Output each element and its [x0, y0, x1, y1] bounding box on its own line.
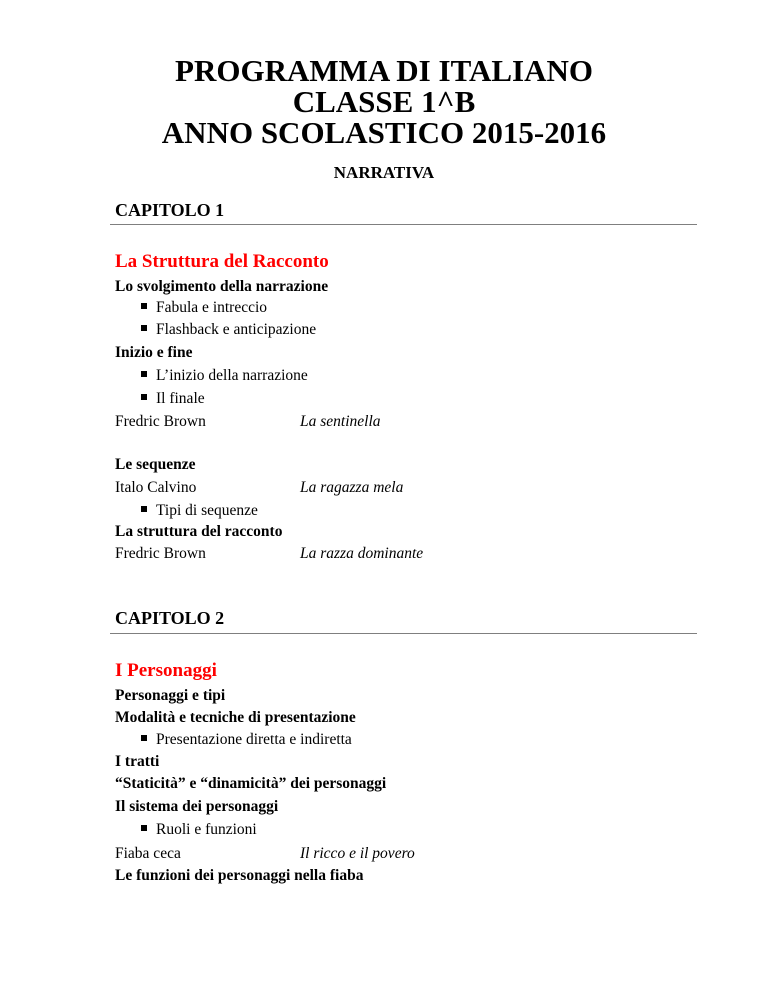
title-line-2: CLASSE 1^B — [292, 84, 476, 119]
work-razza-dominante: La razza dominante — [300, 545, 424, 562]
bullet-item-inizio-narrazione — [141, 367, 308, 385]
bullet-text: L’inizio della narrazione — [156, 367, 308, 384]
bullet-item-tipi-sequenze — [141, 502, 258, 520]
bullet-icon — [141, 735, 147, 741]
bullet-text: Presentazione diretta e indiretta — [156, 731, 352, 748]
topic-struttura-racconto: La struttura del racconto — [115, 523, 283, 540]
bullet-icon — [141, 303, 147, 309]
topic-sistema-personaggi: Il sistema dei personaggi — [115, 798, 279, 815]
bullet-icon — [141, 506, 147, 512]
bullet-icon — [141, 394, 147, 400]
chapter-2-rule — [110, 633, 697, 634]
topic-inizio-fine: Inizio e fine — [115, 344, 193, 361]
topic-personaggi-tipi: Personaggi e tipi — [115, 687, 226, 704]
topic-svolgimento: Lo svolgimento della narrazione — [115, 278, 329, 295]
bullet-icon — [141, 371, 147, 377]
chapter-1-rule — [110, 224, 697, 225]
topic-staticita-dinamicita: “Staticità” e “dinamicità” dei personaggi — [115, 775, 387, 792]
author-calvino: Italo Calvino — [115, 479, 197, 496]
topic-funzioni-fiaba: Le funzioni dei personaggi nella fiaba — [115, 867, 364, 884]
chapter-1-unit-title: La Struttura del Racconto — [115, 251, 329, 272]
bullet-text: Fabula e intreccio — [156, 299, 268, 316]
topic-tratti: I tratti — [115, 753, 160, 770]
bullet-item-presentazione — [141, 731, 352, 749]
bullet-item-ruoli-funzioni — [141, 821, 257, 839]
bullet-item-fabula — [141, 299, 267, 317]
bullet-item-finale — [141, 390, 205, 408]
section-heading: NARRATIVA — [333, 163, 435, 182]
chapter-2-heading: CAPITOLO 2 — [115, 608, 225, 628]
chapter-2-unit-title: I Personaggi — [115, 660, 217, 681]
bullet-text: Flashback e anticipazione — [156, 321, 317, 338]
topic-sequenze: Le sequenze — [115, 456, 196, 473]
bullet-item-flashback — [141, 321, 316, 339]
author-fiaba-ceca: Fiaba ceca — [115, 845, 181, 862]
author-brown-1: Fredric Brown — [115, 413, 206, 430]
title-line-3: ANNO SCOLASTICO 2015-2016 — [161, 115, 607, 150]
chapter-1-heading: CAPITOLO 1 — [115, 200, 225, 220]
bullet-icon — [141, 325, 147, 331]
work-ragazza-mela: La ragazza mela — [300, 479, 404, 496]
bullet-icon — [141, 825, 147, 831]
bullet-text: Il finale — [156, 390, 205, 407]
work-sentinella: La sentinella — [300, 413, 381, 430]
work-ricco-povero: Il ricco e il povero — [300, 845, 415, 862]
bullet-text: Ruoli e funzioni — [156, 821, 257, 838]
title-line-1: PROGRAMMA DI ITALIANO — [175, 53, 593, 88]
bullet-text: Tipi di sequenze — [156, 502, 258, 519]
author-brown-2: Fredric Brown — [115, 545, 206, 562]
topic-modalita-tecniche: Modalità e tecniche di presentazione — [115, 709, 356, 726]
